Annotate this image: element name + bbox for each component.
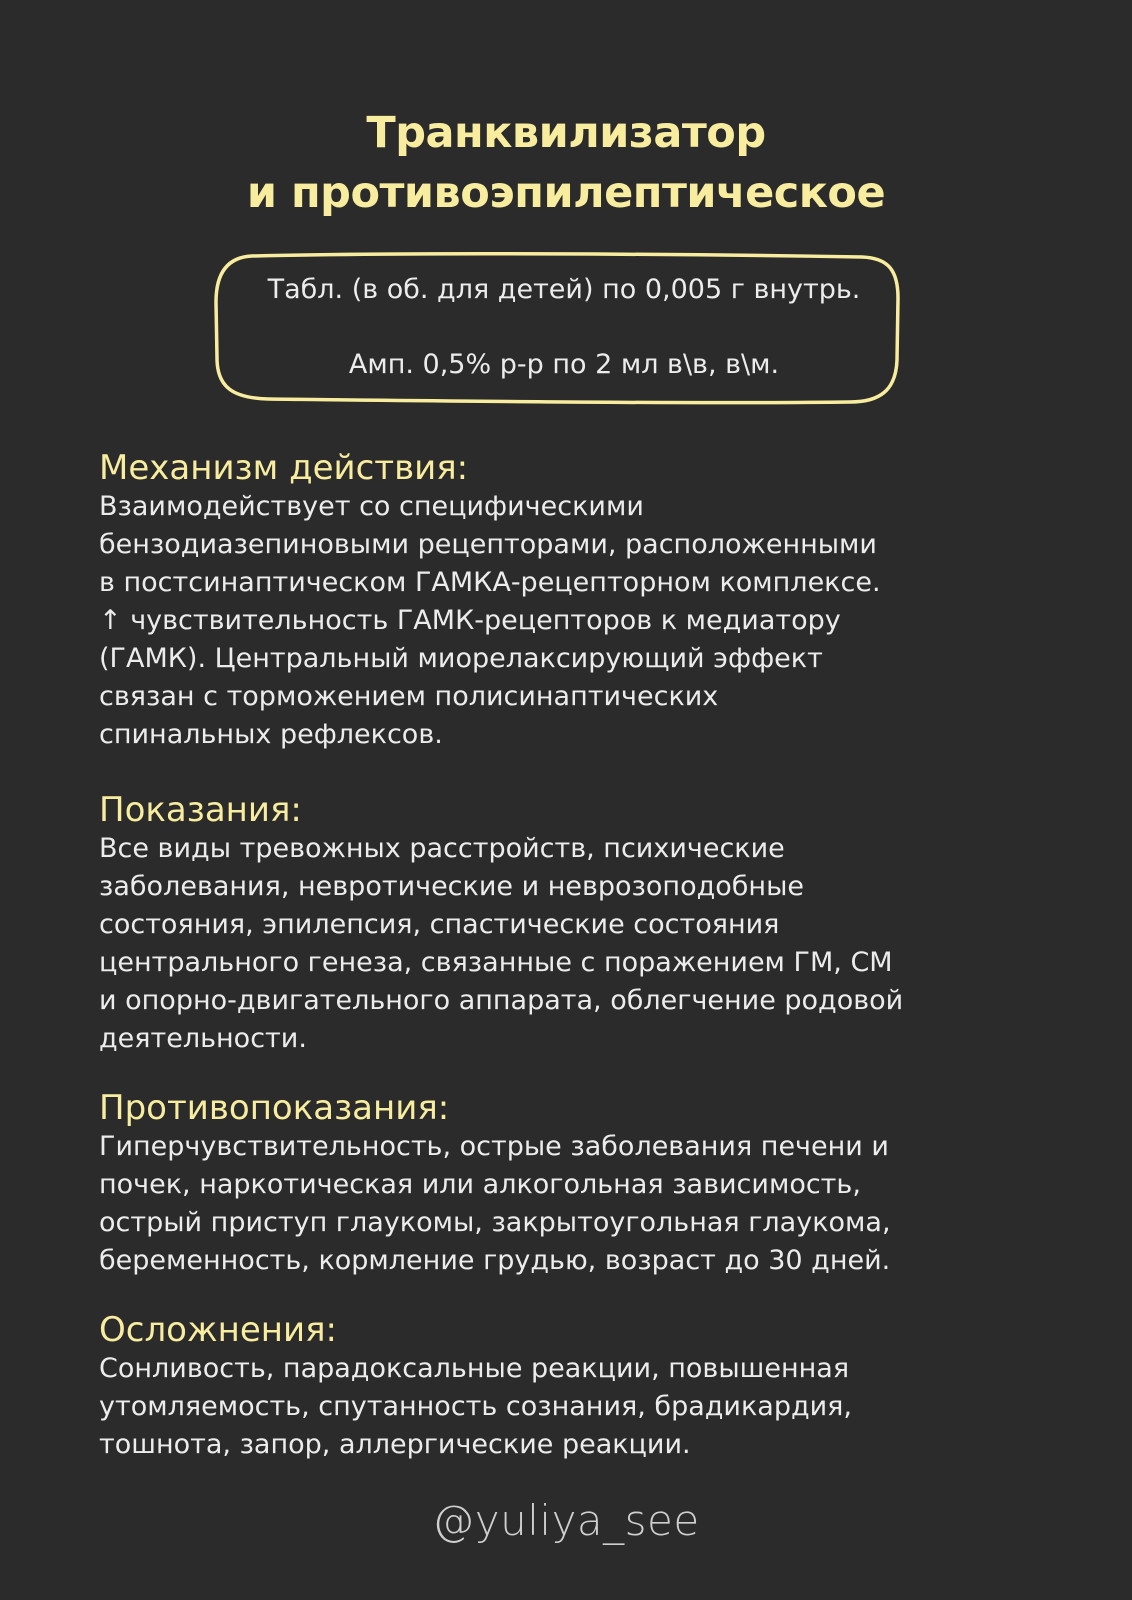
text-line: беременность, кормление грудью, возраст до 30 дней.	[99, 1245, 891, 1276]
text-line: состояния, эпилепсия, спастические состояния	[99, 909, 780, 940]
section-heading: Показания:	[99, 790, 302, 830]
text-line: тошнота, запор, аллергические реакции.	[99, 1429, 691, 1460]
section-heading: Осложнения:	[99, 1310, 337, 1350]
text-line: Сонливость, парадоксальные реакции, повышенная	[99, 1353, 850, 1384]
text-line: заболевания, невротические и неврозоподобные	[99, 871, 805, 902]
text-line: Взаимодействует со специфическими	[99, 491, 644, 522]
title-line-2: и противоэпилептическое	[246, 168, 886, 218]
author-handle: @yuliya_see	[432, 1496, 700, 1545]
section-heading: Противопоказания:	[99, 1088, 450, 1128]
text-line: бензодиазепиновыми рецепторами, расположенными	[99, 529, 877, 560]
text-line: (ГАМК). Центральный миорелаксирующий эффект	[99, 643, 823, 674]
dosage-box	[214, 250, 914, 415]
dosage-ampoules: Амп. 0,5% р-р по 2 мл в\в, в\м.	[348, 349, 780, 380]
title-line-1: Транквилизатор	[366, 108, 766, 158]
text-line: и опорно-двигательного аппарата, облегчение родовой	[99, 985, 904, 1016]
text-line: Гиперчувствительность, острые заболевания печени и	[99, 1131, 889, 1162]
section-contraindications	[99, 1088, 1029, 1280]
text-line: спинальных рефлексов.	[99, 719, 443, 750]
text-line: центрального генеза, связанные с поражением ГМ, СМ	[99, 947, 893, 978]
text-line: острый приступ глаукомы, закрытоугольная глаукома,	[99, 1207, 891, 1238]
text-line: связан с торможением полисинаптических	[99, 681, 719, 712]
text-line: почек, наркотическая или алкогольная зависимость,	[99, 1169, 861, 1200]
section-heading: Механизм действия:	[99, 448, 469, 488]
text-line: утомляемость, спутанность сознания, брадикардия,	[99, 1391, 852, 1422]
section-complications	[99, 1310, 1029, 1464]
text-line: Все виды тревожных расстройств, психические	[99, 833, 785, 864]
section-mechanism	[99, 448, 1029, 754]
text-line: ↑ чувствительность ГАМК-рецепторов к медиатору	[99, 605, 841, 636]
text-line: деятельности.	[99, 1023, 307, 1054]
text-line: в постсинаптическом ГАМКА-рецепторном комплексе.	[99, 567, 881, 598]
section-indications	[99, 790, 1029, 1058]
page-title	[0, 103, 1132, 223]
dosage-tablets: Табл. (в об. для детей) по 0,005 г внутрь.	[267, 274, 861, 305]
